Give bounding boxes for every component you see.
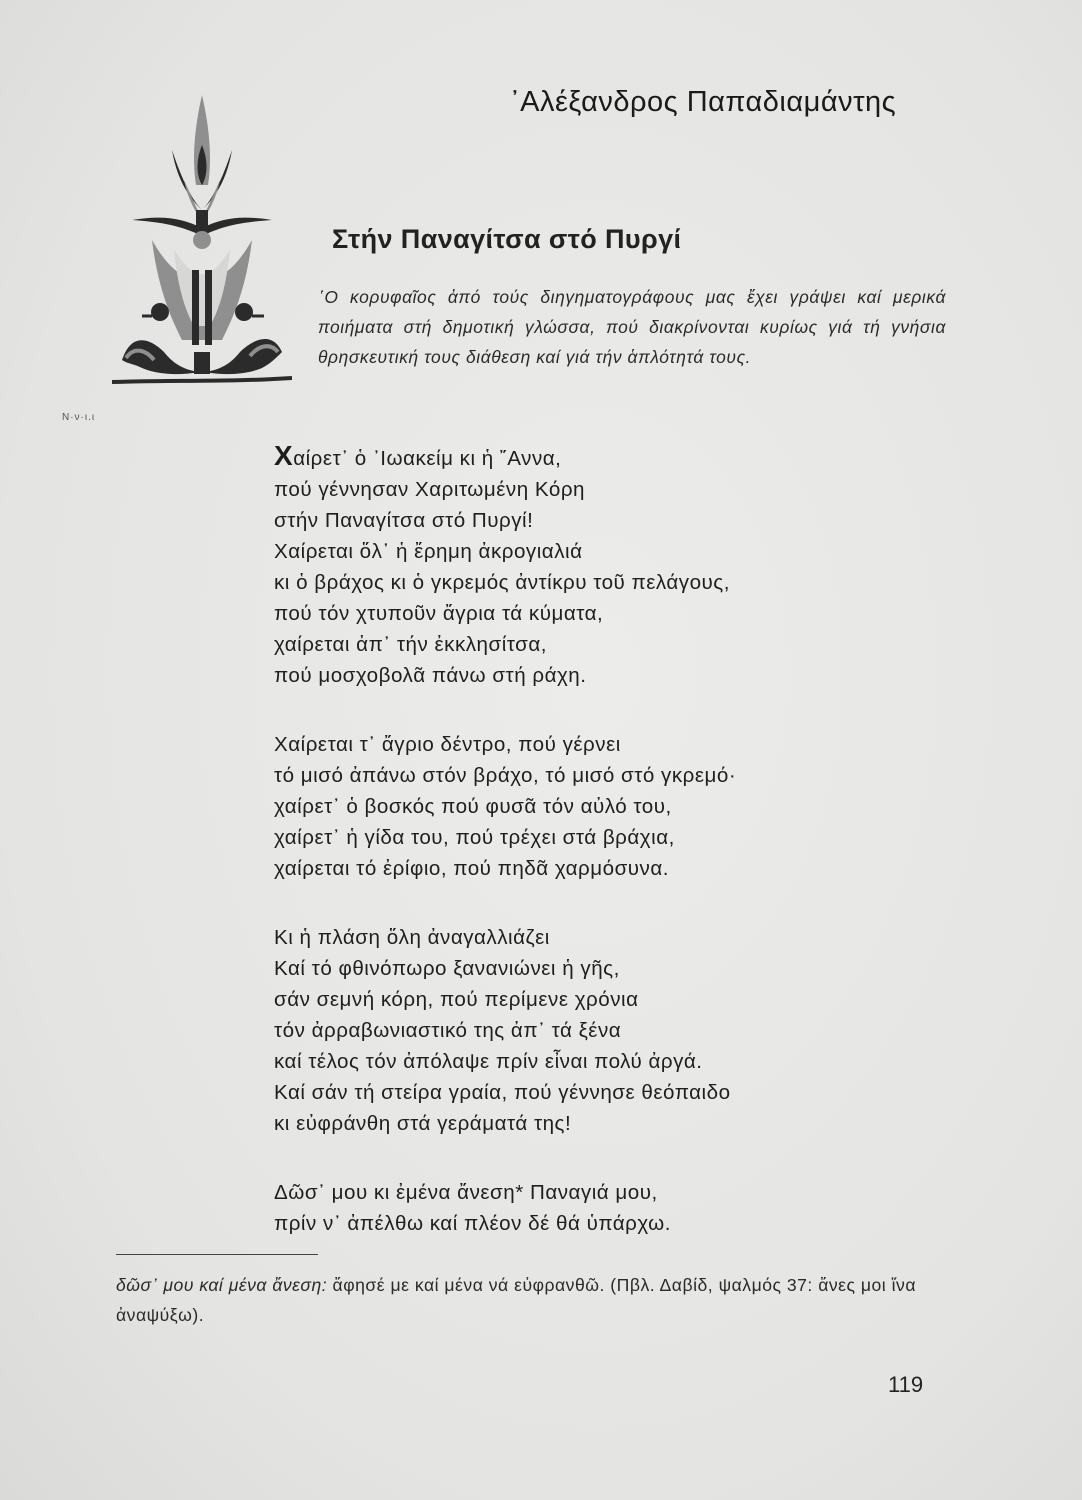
verse: κι εὐφράνθη στά γεράματά της! — [274, 1112, 572, 1135]
verse: χαίρετ᾿ ἡ γίδα του, πού τρέχει στά βράχια, — [274, 826, 675, 849]
verse: Χαίρεται τ᾿ ἄγριο δέντρο, πού γέρνει — [274, 733, 621, 756]
poem-title: Στήν Παναγίτσα στό Πυργί — [332, 224, 682, 254]
verse — [274, 440, 914, 474]
footnote-text: ἄφησέ με καί μένα νά εὐφρανθῶ. (Πβλ. Δαβίδ, ψαλμός 37: ἄνες μοι ἵνα ἀναψύξω). — [116, 1275, 916, 1325]
verse: πού μοσχοβολᾶ πάνω στή ράχη. — [274, 664, 587, 687]
intro-paragraph: ῾Ο κορυφαῖος ἀπό τούς διηγηματογράφους μας ἔχει γράψει καί μερικά ποιήματα στή δημοτική γλώσσα, πού διακρίνονται κυρίως γιά τή γνήσια θρησκευτική τους διάθεση καί γιά τήν ἁπλότητά τους. — [318, 287, 946, 367]
verse: Δῶσ᾿ μου κι ἐμένα ἄνεση* Παναγιά μου, — [274, 1181, 658, 1204]
verse: πού γέννησαν Χαριτωμένη Κόρη — [274, 478, 585, 501]
footnote-divider — [116, 1254, 318, 1255]
verse: πρίν ν᾿ ἀπέλθω καί πλέον δέ θά ὑπάρχω. — [274, 1212, 671, 1235]
margin-note: Ν·ν·ι.ι — [62, 412, 96, 423]
stanza-3 — [274, 922, 914, 1139]
footnote — [116, 1270, 946, 1330]
verse: Χαίρεται ὅλ᾿ ἡ ἔρημη ἀκρογιαλιά — [274, 540, 583, 563]
verse: Καί τό φθινόπωρο ξανανιώνει ἡ γῆς, — [274, 957, 620, 980]
stanza-4 — [274, 1177, 914, 1239]
author-header: ᾿Αλέξανδρος Παπαδιαμάντης — [510, 86, 897, 118]
ornament-icon — [112, 90, 292, 400]
stanza-1 — [274, 440, 914, 691]
stanza-2 — [274, 729, 914, 884]
verse: τό μισό ἀπάνω στόν βράχο, τό μισό στό γκρεμό· — [274, 764, 737, 787]
verse: Κι ἡ πλάση ὅλη ἀναγαλλιάζει — [274, 926, 550, 949]
verse: Καί σάν τή στείρα γραία, πού γέννησε θεόπαιδο — [274, 1081, 731, 1104]
verse-text: αίρετ᾿ ὁ ᾿Ιωακείμ κι ἡ ῎Αννα, — [293, 447, 562, 470]
verse: πού τόν χτυποῦν ἄγρια τά κύματα, — [274, 602, 604, 625]
dropcap: Χ — [274, 440, 294, 471]
verse: κι ὁ βράχος κι ὁ γκρεμός ἀντίκρυ τοῦ πελάγους, — [274, 571, 730, 594]
verse: καί τέλος τόν ἀπόλαψε πρίν εἶναι πολύ ἀργά. — [274, 1050, 703, 1073]
verse: στήν Παναγίτσα στό Πυργί! — [274, 509, 534, 532]
verse: σάν σεμνή κόρη, πού περίμενε χρόνια — [274, 988, 639, 1011]
verse: χαίρεται ἀπ᾿ τήν ἐκκλησίτσα, — [274, 633, 547, 656]
poem — [274, 440, 914, 1277]
footnote-term: δῶσ᾿ μου καί μένα ἄνεση: — [116, 1275, 328, 1295]
verse: χαίρετ᾿ ὁ βοσκός πού φυσᾶ τόν αὐλό του, — [274, 795, 672, 818]
verse: τόν ἀρραβωνιαστικό της ἀπ᾿ τά ξένα — [274, 1019, 622, 1042]
verse: χαίρεται τό ἐρίφιο, πού πηδᾶ χαρμόσυνα. — [274, 857, 669, 880]
page-number: 119 — [888, 1372, 924, 1397]
